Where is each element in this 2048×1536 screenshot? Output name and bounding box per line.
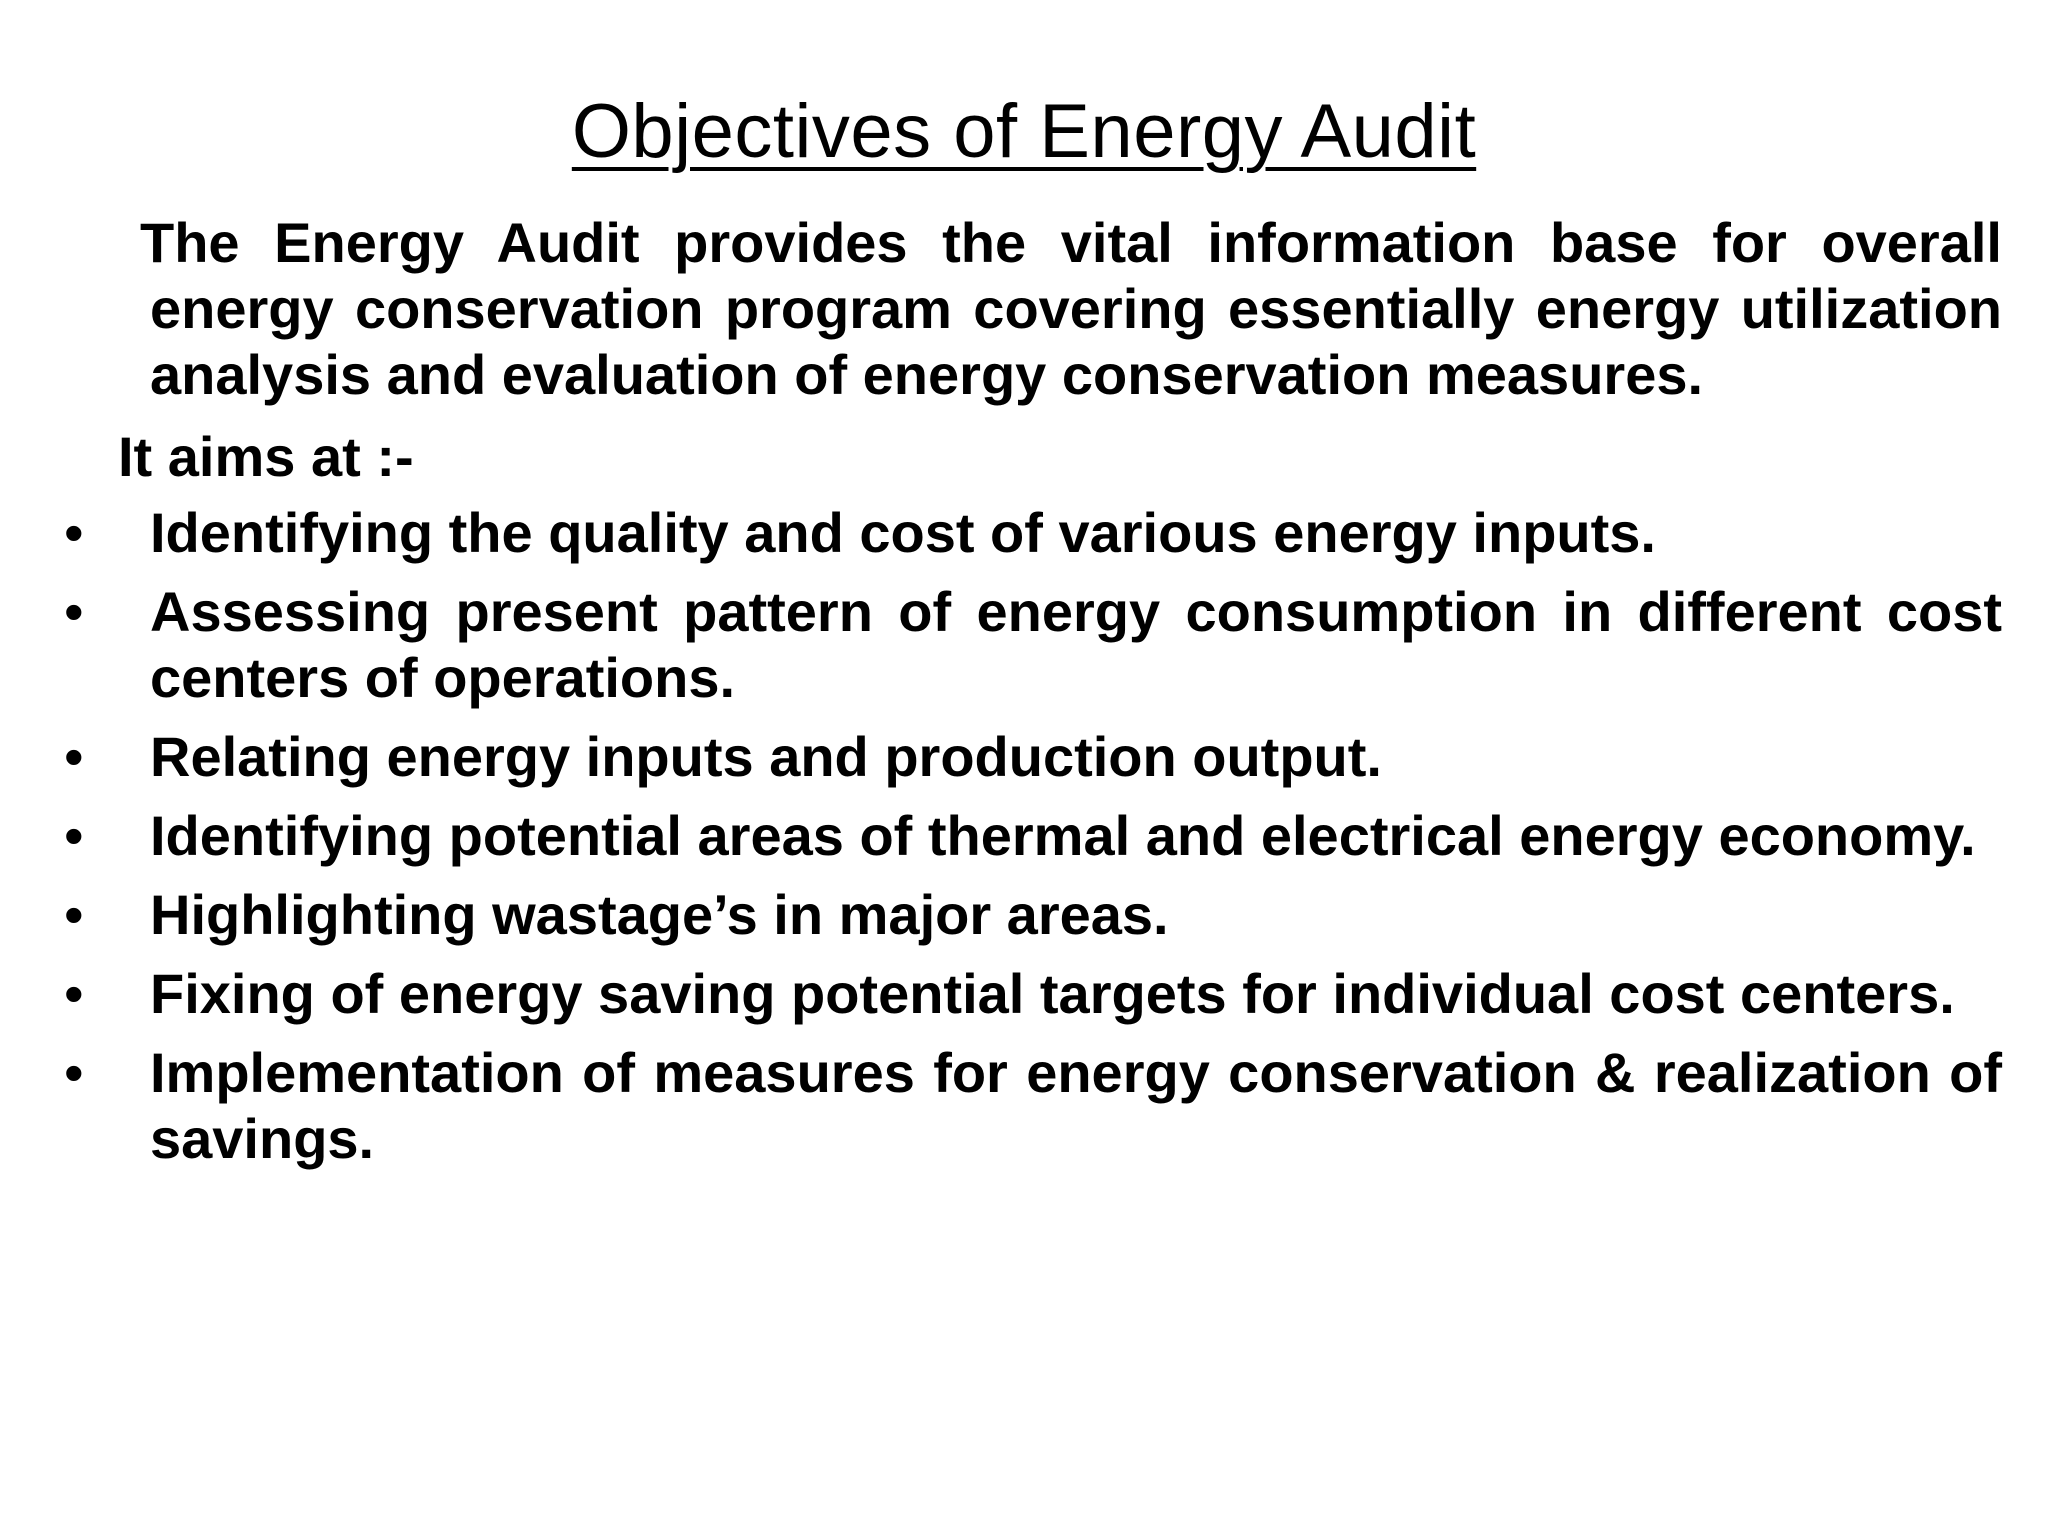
bullet-icon: • — [64, 962, 84, 1025]
objectives-list — [64, 500, 2002, 1172]
bullet-icon: • — [64, 883, 84, 946]
list-item — [64, 961, 2002, 1027]
list-item-text: Highlighting wastage’s in major areas. — [150, 883, 1169, 946]
list-item — [64, 724, 2002, 790]
list-item-text: Implementation of measures for energy conservation & realization of savings. — [150, 1041, 2002, 1170]
list-item-text: Fixing of energy saving potential targets for individual cost centers. — [150, 962, 1955, 1025]
bullet-icon: • — [64, 501, 84, 564]
list-item — [64, 882, 2002, 948]
bullet-icon: • — [64, 804, 84, 867]
list-item — [64, 803, 2002, 869]
list-item-text: Identifying the quality and cost of various energy inputs. — [150, 501, 1656, 564]
list-item — [64, 1040, 2002, 1172]
list-item-text: Relating energy inputs and production output. — [150, 725, 1382, 788]
list-item-text: Assessing present pattern of energy consumption in different cost centers of operations. — [150, 580, 2002, 709]
list-item — [64, 579, 2002, 711]
bullet-icon: • — [64, 1041, 84, 1104]
slide-title: Objectives of Energy Audit — [571, 89, 1477, 174]
list-item-text: Identifying potential areas of thermal and electrical energy economy. — [150, 804, 1976, 867]
list-item — [64, 500, 2002, 566]
bullet-icon: • — [64, 725, 84, 788]
bullet-icon: • — [64, 580, 84, 643]
aims-label: It aims at :- — [118, 425, 414, 488]
intro-paragraph: The Energy Audit provides the vital information base for overall energy conservation program covering essentially energy utilization analysis and evaluation of energy conservation measures. — [140, 211, 2002, 406]
slide-content — [64, 210, 2002, 1185]
